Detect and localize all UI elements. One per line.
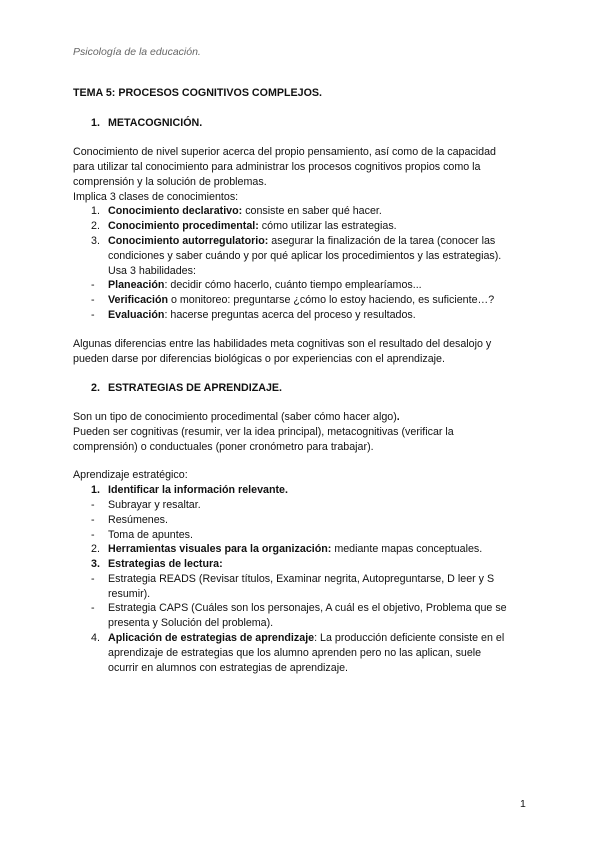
section-heading: ESTRATEGIAS DE APRENDIZAJE. [108, 382, 282, 394]
list-marker: 2. [91, 220, 100, 232]
paragraph-line: para utilizar tal conocimiento para administrar los procesos cognitivos propios como la [73, 161, 481, 173]
list-item: Identificar la información relevante. [108, 484, 288, 496]
dash-marker: - [91, 514, 95, 526]
paragraph-line: Conocimiento de nivel superior acerca del propio pensamiento, así como de la capacidad [73, 146, 496, 158]
list-item [108, 631, 504, 646]
paragraph-label: Aprendizaje estratégico: [73, 469, 188, 481]
dash-marker: - [91, 309, 95, 321]
definition: asegurar la finalización de la tarea (conocer las [268, 235, 496, 247]
dash-marker: - [91, 602, 95, 614]
document-title: TEMA 5: PROCESOS COGNITIVOS COMPLEJOS. [73, 87, 323, 99]
dash-marker: - [91, 499, 95, 511]
paragraph-line: pueden darse por diferencias biológicas o por experiencias con el aprendizaje. [73, 353, 445, 365]
sentence: Son un tipo de conocimiento procedimental (saber cómo hacer algo) [73, 411, 397, 423]
list-item [108, 234, 495, 249]
dash-marker: - [91, 529, 95, 541]
sub-item: Estrategia READS (Revisar títulos, Examinar negrita, Autopreguntarse, D leer y S [108, 573, 495, 585]
section-number: 1. [91, 117, 100, 129]
page-header: Psicología de la educación. [73, 46, 201, 58]
term: Verificación [108, 294, 168, 306]
definition: : La producción deficiente consiste en el [314, 632, 505, 644]
term: Herramientas visuales para la organización: [108, 543, 332, 555]
term: Conocimiento procedimental: [108, 220, 259, 232]
paragraph-line: Algunas diferencias entre las habilidades meta cognitivas son el resultado del desalojo y [73, 338, 492, 350]
sentence-period: . [396, 411, 400, 423]
definition: : hacerse preguntas acerca del proceso y resultados. [164, 309, 416, 321]
list-item [108, 542, 482, 557]
paragraph-line [73, 410, 400, 425]
dash-marker: - [91, 294, 95, 306]
sub-item: Resúmenes. [108, 514, 168, 526]
definition: o monitoreo: preguntarse ¿cómo lo estoy haciendo, es suficiente…? [168, 294, 495, 306]
list-marker: 4. [91, 632, 100, 644]
sub-item-continuation: resumir). [108, 588, 151, 600]
list-item: Estrategias de lectura: [108, 558, 223, 570]
paragraph-line: comprensión) o conductuales (poner cronómetro para trabajar). [73, 441, 374, 453]
skill-item [108, 278, 422, 293]
dash-marker: - [91, 279, 95, 291]
page-number: 1 [520, 798, 526, 810]
sub-item: Subrayar y resaltar. [108, 499, 201, 511]
list-item [108, 219, 397, 234]
paragraph-line: Pueden ser cognitivas (resumir, ver la idea principal), metacognitivas (verificar la [73, 426, 454, 438]
term: Aplicación de estrategias de aprendizaje [108, 632, 315, 644]
definition: consiste en saber qué hacer. [242, 205, 382, 217]
skill-item [108, 293, 494, 308]
term: Conocimiento declarativo: [108, 205, 243, 217]
skill-item [108, 308, 416, 323]
paragraph-line: comprensión y la solución de problemas. [73, 176, 267, 188]
section-heading: METACOGNICIÓN. [108, 117, 203, 129]
definition: : decidir cómo hacerlo, cuánto tiempo emplearíamos... [164, 279, 422, 291]
term: Evaluación [108, 309, 165, 321]
list-item [108, 204, 382, 219]
term: Planeación [108, 279, 165, 291]
list-item-continuation: condiciones y saber cuándo y por qué aplicar los procedimientos y las estrategias). [108, 250, 502, 262]
list-item-continuation: ocurrir en alumnos con estrategias de aprendizaje. [108, 662, 349, 674]
dash-marker: - [91, 573, 95, 585]
list-item-continuation: Usa 3 habilidades: [108, 265, 196, 277]
sub-item-continuation: presenta y Solución del problema). [108, 617, 274, 629]
definition: mediante mapas conceptuales. [331, 543, 483, 555]
list-item-continuation: aprendizaje de estrategias que los alumno aprenden pero no las aplican, suele [108, 647, 482, 659]
sub-item: Estrategia CAPS (Cuáles son los personajes, A cuál es el objetivo, Problema que se [108, 602, 507, 614]
list-marker: 3. [91, 558, 100, 570]
paragraph-line: Implica 3 clases de conocimientos: [73, 191, 239, 203]
list-marker: 3. [91, 235, 100, 247]
definition: cómo utilizar las estrategias. [258, 220, 397, 232]
section-number: 2. [91, 382, 100, 394]
list-marker: 1. [91, 484, 100, 496]
list-marker: 1. [91, 205, 100, 217]
list-marker: 2. [91, 543, 100, 555]
sub-item: Toma de apuntes. [108, 529, 193, 541]
term: Conocimiento autorregulatorio: [108, 235, 269, 247]
